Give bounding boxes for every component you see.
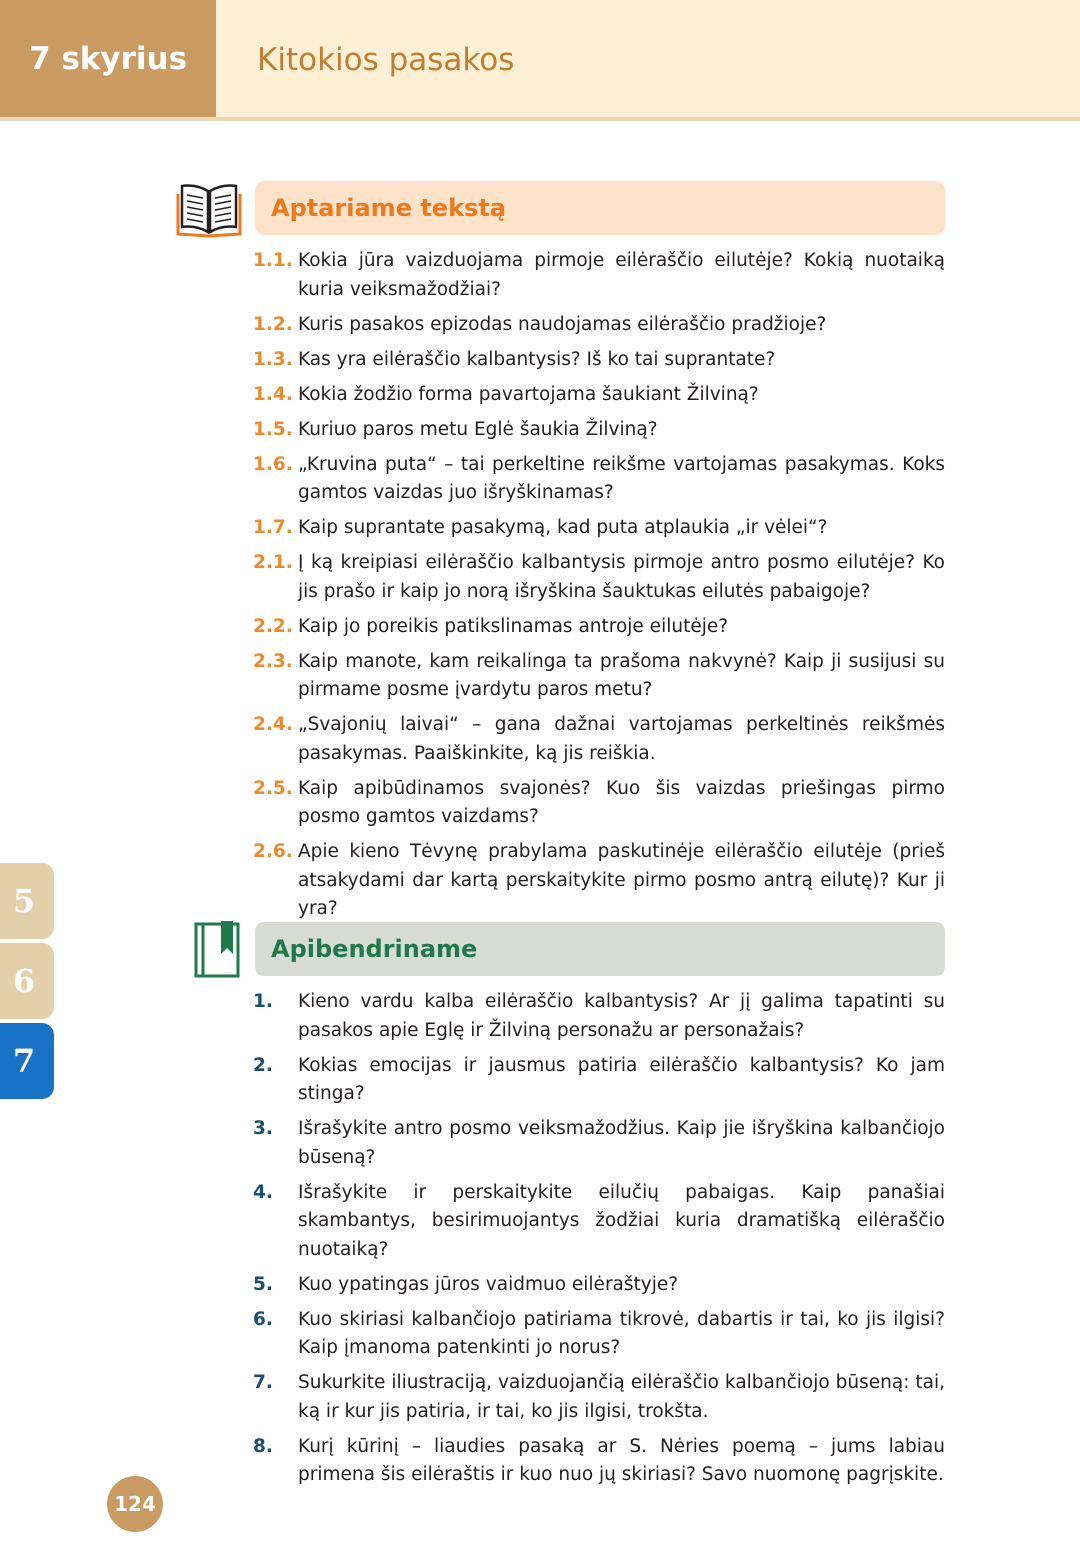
page-header (0, 0, 1080, 120)
question-number: 1.5. (253, 418, 293, 440)
question-item (253, 549, 945, 606)
question-text: Kokia žodžio forma pavartojama šaukiant Žilviną? (298, 383, 759, 405)
question-item (253, 1369, 945, 1426)
question-item (253, 1179, 945, 1265)
section-heading-discuss: Aptariame tekstą (255, 181, 945, 235)
chapter-label: 7 skyrius (0, 0, 216, 118)
question-number: 4. (253, 1181, 273, 1203)
chapter-tab-7-active[interactable]: 7 (0, 1023, 54, 1099)
question-text: Kuriuo paros metu Eglė šaukia Žilviną? (298, 418, 658, 440)
question-text: Kuo skiriasi kalbančiojo patiriama tikrovė, dabartis ir tai, ko jis ilgisi? Kaip įmanoma patenkinti jo norus? (298, 1308, 945, 1358)
question-number: 1.3. (253, 348, 293, 370)
question-number: 2.6. (253, 841, 293, 862)
question-number: 2.5. (253, 777, 293, 799)
question-item (253, 988, 945, 1045)
question-text: Išrašykite ir perskaitykite eilučių pabaigas. Kaip panašiai skambantys, besirimuojantys žodžiai kuria dramatišką eilėraščio nuotaiką? (298, 1181, 945, 1260)
question-text: Kaip apibūdinamos svajonės? Kuo šis vaizdas priešingas pirmo posmo gamtos vaizdams? (298, 777, 945, 827)
question-text: Kas yra eilėraščio kalbantysis? Iš ko tai suprantate? (298, 348, 776, 370)
question-text: Kuris pasakos epizodas naudojamas eilėraščio pradžioje? (298, 313, 827, 335)
question-text: Kuo ypatingas jūros vaidmuo eilėraštyje? (298, 1273, 679, 1295)
question-item (253, 838, 945, 924)
question-text: Apie kieno Tėvynę prabylama paskutinėje eilėraščio eilutėje (prieš atsakydami dar kartą perskaitykite pirmo posmo antrą eilutę)? Kur ji yra? (298, 841, 945, 919)
page-number: 124 (107, 1476, 163, 1532)
question-item (253, 451, 945, 508)
question-number: 7. (253, 1372, 273, 1393)
question-item (253, 1433, 945, 1490)
question-text: Kaip manote, kam reikalinga ta prašoma nakvynė? Kaip ji susijusi su pirmame posme įvardytu paros metu? (298, 650, 945, 700)
question-number: 2.2. (253, 615, 293, 637)
question-item (253, 346, 945, 375)
question-item (253, 648, 945, 705)
question-text: Kokia jūra vaizduojama pirmoje eilėraščio eilutėje? Kokią nuotaiką kuria veiksmažodžiai? (298, 250, 945, 300)
question-number: 1.7. (253, 517, 293, 538)
notebook-bookmark-icon (193, 920, 243, 980)
question-number: 1.2. (253, 313, 293, 335)
question-number: 2.3. (253, 650, 293, 672)
header-divider (0, 117, 1080, 121)
question-item (253, 311, 945, 340)
question-text: Kieno vardu kalba eilėraščio kalbantysis? Ar jį galima tapatinti su pasakos apie Eglę ir Žilviną personažu ar personažais? (298, 991, 945, 1041)
question-item (253, 775, 945, 832)
discussion-question-list (253, 247, 945, 930)
question-item (253, 514, 945, 543)
question-text: Kurį kūrinį – liaudies pasaką ar S. Nėries poemą – jums labiau primena šis eilėraštis ir kuo nuo jų skiriasi? Savo nuomonę pagrįskite. (298, 1435, 945, 1485)
question-number: 3. (253, 1118, 273, 1139)
question-item (253, 1306, 945, 1363)
question-number: 1. (253, 991, 273, 1012)
question-number: 8. (253, 1435, 273, 1457)
question-item (253, 711, 945, 768)
question-item (253, 1271, 945, 1300)
question-text: Kokias emocijas ir jausmus patiria eilėraščio kalbantysis? Ko jam stinga? (298, 1054, 945, 1104)
summary-question-list (253, 988, 945, 1496)
chapter-title: Kitokios pasakos (257, 42, 515, 78)
question-text: Kaip suprantate pasakymą, kad puta atplaukia „ir vėlei“? (298, 517, 828, 538)
question-item (253, 1115, 945, 1172)
section-heading-summary: Apibendriname (255, 922, 945, 976)
question-item (253, 613, 945, 642)
question-number: 2. (253, 1054, 273, 1076)
question-text: Išrašykite antro posmo veiksmažodžius. Kaip jie išryškina kalbančiojo būseną? (298, 1118, 945, 1168)
question-number: 5. (253, 1273, 273, 1295)
question-item (253, 381, 945, 410)
open-book-icon (172, 180, 246, 242)
question-number: 6. (253, 1308, 273, 1330)
question-number: 1.1. (253, 250, 293, 271)
question-item (253, 416, 945, 445)
question-number: 1.6. (253, 453, 293, 475)
chapter-tab-6[interactable]: 6 (0, 943, 54, 1019)
question-number: 2.4. (253, 714, 293, 735)
question-number: 1.4. (253, 383, 293, 405)
chapter-tab-5[interactable]: 5 (0, 863, 54, 939)
question-text: „Svajonių laivai“ – gana dažnai vartojamas perkeltinės reikšmės pasakymas. Paaiškinkite, ką jis reiškia. (298, 714, 945, 764)
question-number: 2.1. (253, 552, 293, 573)
question-text: „Kruvina puta“ – tai perkeltine reikšme vartojamas pasakymas. Koks gamtos vaizdas juo išryškinamas? (298, 453, 945, 503)
question-item (253, 247, 945, 304)
question-item (253, 1052, 945, 1109)
question-text: Sukurkite iliustraciją, vaizduojančią eilėraščio kalbančiojo būseną: tai, ką ir kur jis patiria, ir tai, ko jis ilgisi, trokšta. (298, 1372, 945, 1422)
question-text: Į ką kreipiasi eilėraščio kalbantysis pirmoje antro posmo eilutėje? Ko jis prašo ir kaip jo norą išryškina šauktukas eilutės pabaigoje? (298, 552, 945, 602)
question-text: Kaip jo poreikis patikslinamas antroje eilutėje? (298, 615, 729, 637)
